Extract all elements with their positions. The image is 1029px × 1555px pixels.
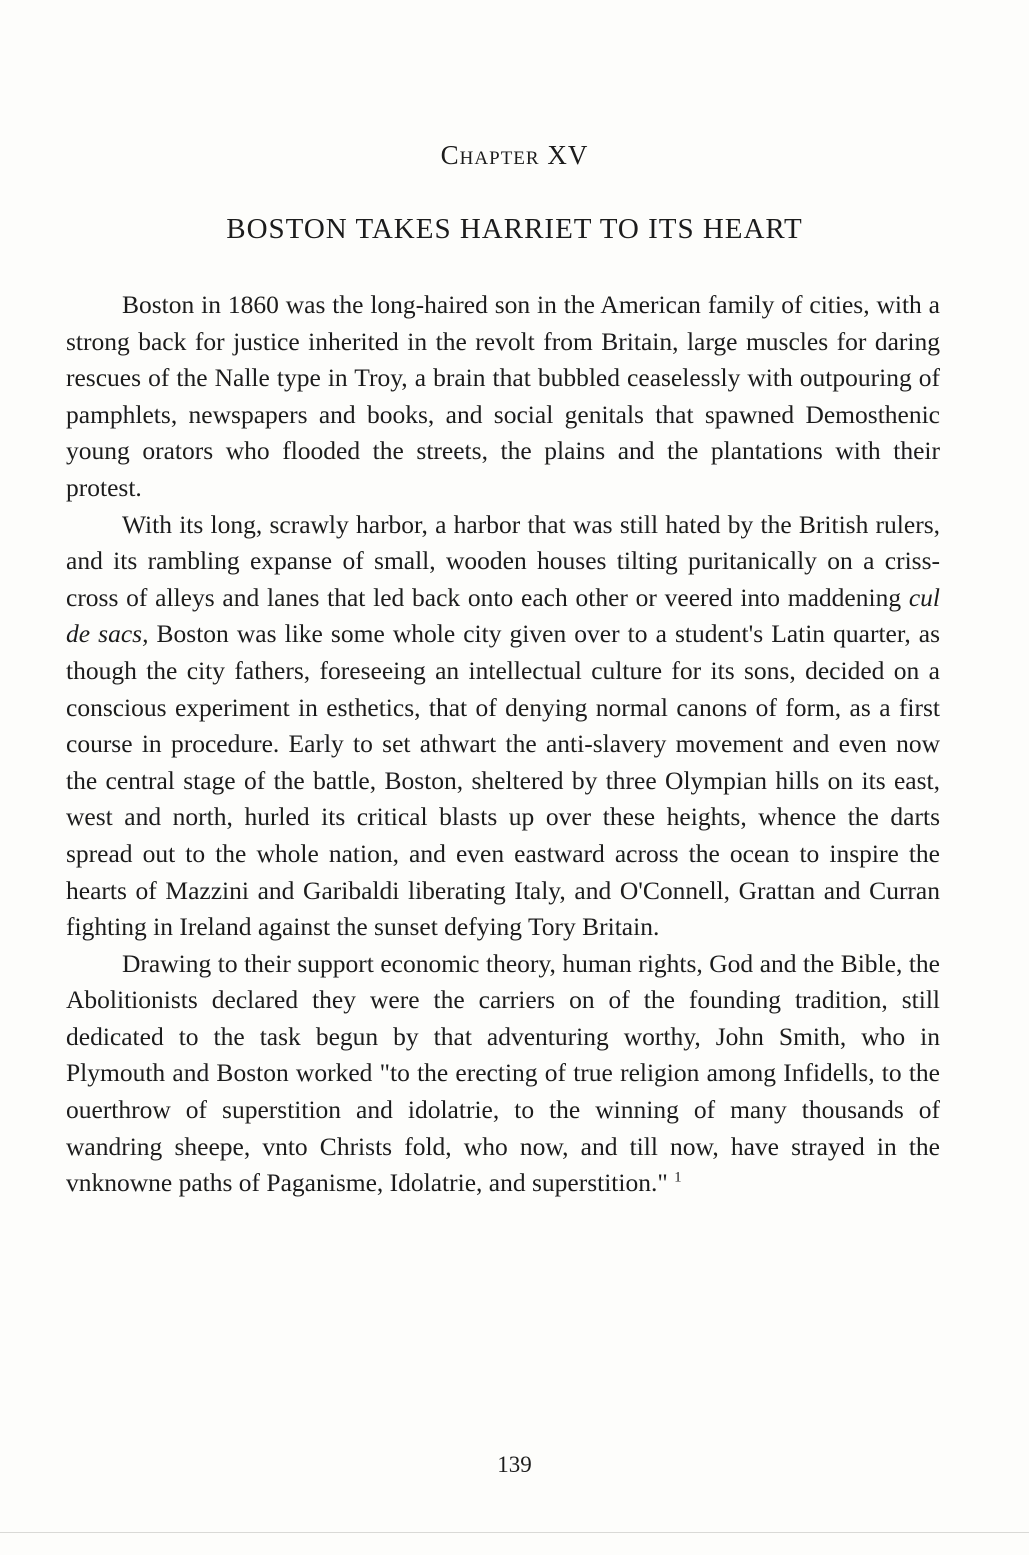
paragraph-3 [66,946,940,1202]
paragraph-1-text: Boston in 1860 was the long-haired son in the American family of cities, with a strong back for justice inherited in the revolt from Britain, large muscles for daring rescues of the Nalle type in Troy, a brain that bubbled ceaselessly with outpouring of pamphlets, newspapers and books, and social genitals that spawned Demosthenic young orators who flooded the streets, the plains and the plantations with their protest. [66,290,940,502]
paragraph-2-text-start: With its long, scrawly harbor, a harbor that was still hated by the British rulers, and its rambling expanse of small, wooden houses tilting puritanically on a criss-cross of alleys and lanes that led back onto each other or veered into maddening [66,509,940,612]
paragraph-2-text-end: Boston was like some whole city given over to a student's Latin quarter, as though the city fathers, foreseeing an intellectual culture for its sons, decided on a conscious experiment in esthetics, that of denying normal canons of form, as a first course in procedure. Early to set athwart the anti-slavery movement and even now the central stage of the battle, Boston, sheltered by three Olympian hills on its east, west and north, hurled its critical blasts up over these heights, whence the darts spread out to the whole nation, and even eastward across the ocean to inspire the hearts of Mazzini and Garibaldi liberating Italy, and O'Connell, Grattan and Curran fighting in Ireland against the sunset defying Tory Britain. [66,619,941,942]
footnote-reference: 1 [674,1169,682,1186]
scan-edge-divider [0,1532,1029,1533]
chapter-label: Chapter XV [440,140,589,170]
paragraph-2-italic-phrase: cul de sacs, [66,582,940,649]
paragraph-1 [66,287,940,507]
page-number: 139 [497,1452,532,1477]
paragraph-3-text: Drawing to their support economic theory, human rights, God and the Bible, the Abolitionists declared they were the carriers on of the founding tradition, still dedicated to the task begun by that adventuring worthy, John Smith, who in Plymouth and Boston worked "to the erecting of true religion among Infidells, to the ouerthrow of superstition and idolatrie, to the winning of many thousands of wandring sheepe, vnto Christs fold, who now, and till now, have strayed in the vnknowne paths of Paganisme, Idolatrie, and superstition." [66,948,940,1198]
chapter-title: BOSTON TAKES HARRIET TO ITS HEART [226,213,803,245]
chapter-body [66,287,940,1202]
paragraph-2 [66,507,940,946]
